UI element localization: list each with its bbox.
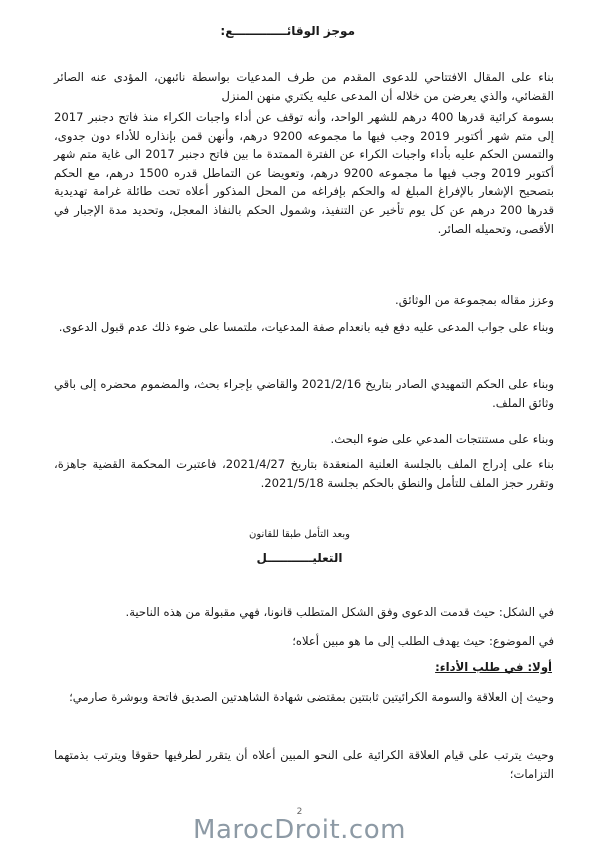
- paragraph-preliminary-ruling: وبناء على الحكم التمهيدي الصادر بتاريخ 2021/2/16 والقاضي بإجراء بحث، والمضموم محضره إلى باقي وثائق الملف.: [54, 377, 555, 410]
- paragraph-hearing: بناء على إدراج الملف بالجلسة العلنية المنعقدة بتاريخ 2021/4/27، فاعتبرت المحكمة القضية جاهزة، وتقرر حجز الملف للتأمل والنطق بالحكم بجلسة 2021/5/18.: [54, 457, 554, 490]
- first-heading-payment: أولا: في طلب الأداء:: [435, 660, 552, 674]
- paragraph-form: في الشكل: حيث قدمت الدعوى وفق الشكل المتطلب قانونا، فهي مقبولة من هذه الناحية.: [125, 605, 554, 619]
- paragraph-defendant-reply: وبناء على جواب المدعى عليه دفع فيه بانعدام صفة المدعيات، ملتمسا على ضوء ذلك عدم قبول الدعوى.: [58, 320, 554, 334]
- paragraph-plaintiff-conclusions: وبناء على مستنتجات المدعي على ضوء البحث.: [330, 432, 554, 446]
- paragraph-lease-obligations: وحيث يترتب على قيام العلاقة الكرائية على النحو المبين أعلاه أن يتقرر لطرفيها حقوقا ويترتب بذمتهما التزامات؛: [54, 748, 554, 781]
- paragraph-opening-claim: بناء على المقال الافتتاحي للدعوى المقدم من طرف المدعيات بواسطة نائبهن، المؤدى عنه الصائر القضائي، والذي يعرضن من خلاله أن المدعى عليه يكتري منهن المنزل: [54, 70, 554, 103]
- after-deliberation-note: وبعد التأمل طبقا للقانون: [249, 529, 350, 540]
- site-watermark: MarocDroit.com: [193, 815, 406, 845]
- paragraph-lease-proof: وحيث إن العلاقة والسومة الكرائيتين ثابتتين بمقتضى شهادة الشاهدتين الصديق فاتحة وبوشرة صارمي؛: [69, 690, 554, 704]
- facts-summary-title: موجز الوقائـــــــــــــع:: [220, 24, 355, 38]
- paragraph-rent-claim: بسومة كرائية قدرها 400 درهم للشهر الواحد، وأنه توقف عن أداء واجبات الكراء منذ فاتح دجنبر 2017 إلى متم شهر أكتوبر 2019 وجب فيها ما مجموعه 9200 درهم، وأنهن قمن بإنذاره للأداء دون جدوى، والتمسن الحكم عليه بأداء واجبات الكراء عن الفترة الممتدة ما بين فاتح دجنبر 2017 الى غاية متم شهر أكتوبر 2019 وجب فيها ما مجموعه 9200 درهم، وتعويضا عن التماطل قدره 1500 درهم، مع الحكم بتصحيح الإشعار بالإفراغ المبلغ له والحكم بإفراغه من المحل المذكور أعلاه تحت طائلة غرامة تهديدية قدرها 200 درهم عن كل يوم تأخير عن التنفيذ، وشمول الحكم بالنفاذ المعجل، وتحديد مدة الإجبار في الأقصى، وتحميله الصائر.: [54, 110, 555, 236]
- page-number: 2: [296, 807, 303, 817]
- reasoning-title: التعليـــــــــــل: [256, 551, 343, 565]
- paragraph-subject: في الموضوع: حيث يهدف الطلب إلى ما هو مبين أعلاه؛: [292, 634, 554, 648]
- paragraph-documents: وعزز مقاله بمجموعة من الوثائق.: [395, 293, 554, 307]
